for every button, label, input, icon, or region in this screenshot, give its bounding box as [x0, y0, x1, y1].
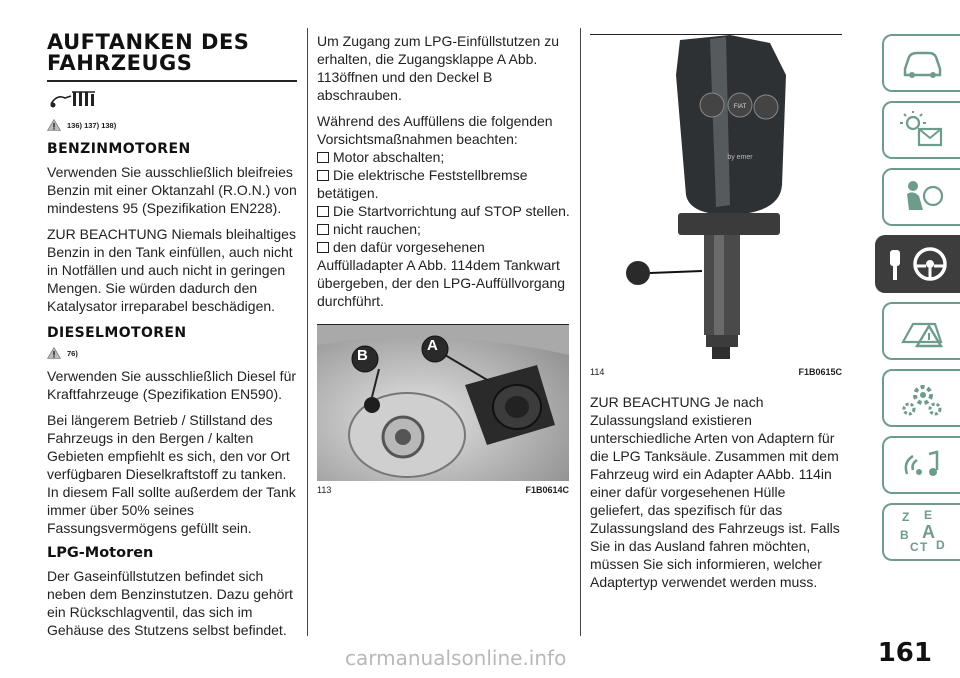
column-divider-2 [580, 28, 581, 636]
column-left [47, 28, 297, 647]
list-item: Die elektrische Feststellbremse betätigen. [317, 167, 528, 201]
list-item: Die Startvorrichtung auf STOP stellen. [317, 202, 570, 220]
lpg-paragraph-1: Der Gaseinfüllstutzen befindet sich neben dem Benzinstutzen. Dazu gehört ein Rückschlagventil, das sich im Gehäuse des Stutzens selbst befindet. [47, 568, 293, 638]
fuel-flap-photo [317, 325, 569, 481]
column-divider-1 [307, 28, 308, 636]
multimedia-icon [899, 446, 945, 484]
chapter-tab-safety[interactable] [882, 168, 960, 226]
benzin-paragraph-1: Verwenden Sie ausschließlich bleifreies Benzin mit einer Oktanzahl (R.O.N.) von mindestens 95 (Spezifikation EN228). [47, 164, 297, 216]
lpg-access-paragraph: Um Zugang zum LPG-Einfüllstutzen zu erhalten, die Zugangsklappe A Abb. 113öffnen und den Deckel B abschrauben. [317, 33, 559, 103]
precautions-intro: Während des Auffüllens die folgenden Vorsichtsmaßnahmen beachten: [317, 113, 553, 147]
fig113-label-b: B [357, 347, 368, 364]
tools-gear-icon [899, 379, 945, 417]
warning-triangle-icon [899, 312, 945, 350]
fig114-code: F1B0615C [798, 367, 842, 377]
figure-114 [590, 34, 842, 377]
warning-lights-icon [899, 111, 945, 149]
checkbox-bullet-icon [317, 170, 329, 181]
column-right [590, 34, 842, 599]
warning-triangle-icon [47, 119, 61, 131]
index-letters-icon: Z E B A C T D [900, 508, 945, 554]
diesel-paragraph-2: Bei längerem Betrieb / Stillstand des Fahrzeugs in den Bergen / kalten Gebieten empfiehlt es sich, den vor Ort verfügbaren Dieselkraftstoff zu tanken. In diesem Fall sollte außerdem der Tank immer über 50% seines Fassungsvermögens gefüllt sein. [47, 412, 296, 536]
fig113-number: 113 [317, 485, 332, 495]
fig113-caption [317, 485, 569, 495]
benzin-paragraph-2: ZUR BEACHTUNG Niemals bleihaltiges Benzin in den Tank einfüllen, auch nicht in Notfällen und auch nicht in geringen Mengen. Sie würden dadurch den Katalysator irreparabel beschädigen. [47, 226, 296, 314]
maker-label: by emer [727, 154, 753, 161]
checkbox-bullet-icon [317, 152, 329, 163]
warning-refs [47, 119, 297, 131]
refs-main: 136) 137) 138) [67, 120, 117, 130]
chapter-tab-maintenance[interactable] [882, 369, 960, 427]
key-steering-wheel-icon [886, 244, 952, 284]
chapter-tab-multimedia[interactable] [882, 436, 960, 494]
checkbox-bullet-icon [317, 224, 329, 235]
list-item: Motor abschalten; [317, 148, 570, 166]
refs-diesel: 76) [67, 348, 78, 358]
checkbox-bullet-icon [317, 206, 329, 217]
fiat-badge: FIAT [733, 104, 747, 110]
page-number: 161 [877, 638, 932, 668]
list-item: den dafür vorgesehenen Auffülladapter A Abb. 114dem Tankwart übergeben, der den LPG-Auffüllvorgang durchführt. [317, 239, 566, 309]
page-heading: AUFTANKEN DES FAHRZEUGS [47, 30, 250, 75]
fig114-number: 114 [590, 367, 605, 377]
diesel-warning-refs [47, 347, 297, 359]
fig114-label-a: A [632, 297, 643, 314]
chapter-tab-emergency[interactable] [882, 302, 960, 360]
chapter-tab-car[interactable] [882, 34, 960, 92]
seat-airbag-icon [899, 178, 945, 216]
figure-113 [317, 324, 569, 495]
fig113-label-a: A [427, 337, 438, 354]
section-benzin-title: BENZINMOTOREN [47, 141, 191, 157]
diesel-paragraph-1: Verwenden Sie ausschließlich Diesel für Kraftfahrzeuge (Spezifikation EN590). [47, 368, 297, 402]
column-middle [317, 32, 570, 495]
section-lpg-title: LPG-Motoren [47, 545, 154, 561]
chapter-sidebar [869, 34, 960, 570]
fig113-code: F1B0614C [525, 485, 569, 495]
checkbox-bullet-icon [317, 242, 329, 253]
fuel-gauge-warning-icon [49, 90, 297, 115]
watermark: carmanualsonline.info [345, 646, 567, 670]
warning-triangle-icon [47, 347, 61, 359]
fig114-caption [590, 367, 842, 377]
section-diesel-title: DIESELMOTOREN [47, 325, 187, 341]
chapter-tab-driving[interactable] [875, 235, 960, 293]
chapter-tab-index[interactable] [882, 503, 960, 561]
lpg-adapter-photo [590, 35, 842, 363]
car-icon [899, 45, 945, 81]
adapter-note-paragraph: ZUR BEACHTUNG Je nach Zulassungsland existieren unterschiedliche Arten von Adaptern für die LPG Tanksäule. Zusammen mit dem Fahrzeug wird ein Adapter AAbb. 114in einer dafür vorgesehenen Hülle geliefert, das spezifisch für das Zulassungsland des Fahrzeugs ist. Falls Sie in das Ausland fahren möchten, müssen Sie sich informieren, welcher Adaptertyp verwendet werden muss. [590, 394, 840, 590]
heading-rule [47, 80, 297, 82]
chapter-tab-warning-lights[interactable] [882, 101, 960, 159]
list-item: nicht rauchen; [317, 220, 570, 238]
